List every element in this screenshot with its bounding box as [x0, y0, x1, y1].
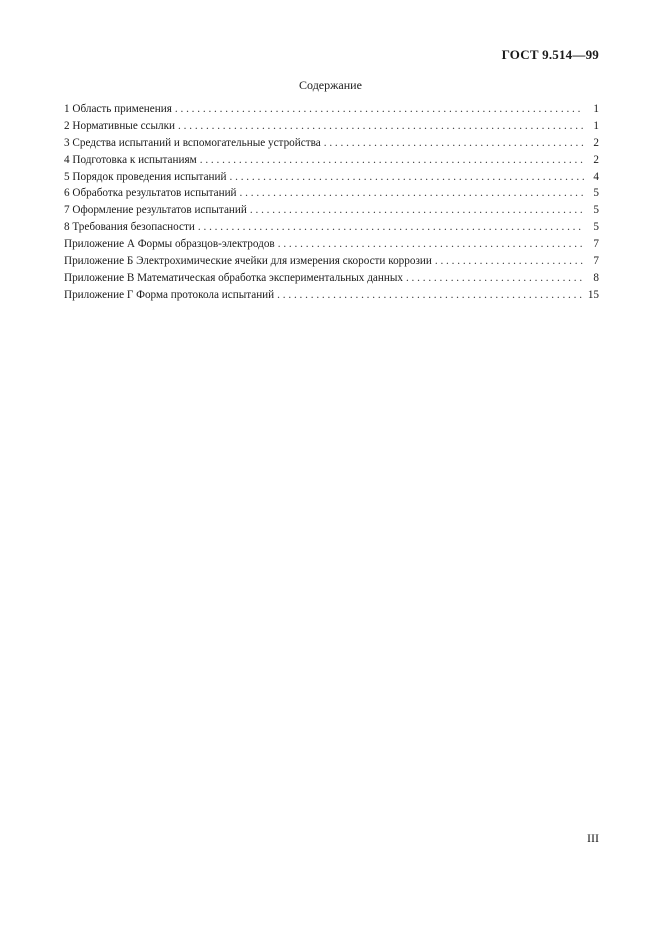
toc-entry-label: 7 Оформление результатов испытаний: [64, 204, 247, 217]
toc-entry: [64, 238, 599, 255]
toc-entry-label: Приложение Г Форма протокола испытаний: [64, 288, 275, 301]
toc-entry-page: 5: [593, 187, 599, 200]
toc-entry-page: 2: [593, 136, 599, 149]
toc-leader-dots: [198, 221, 584, 233]
standard-code: ГОСТ 9.514—99: [501, 47, 599, 62]
toc-leader-dots: [435, 255, 584, 267]
toc-entry-label: 5 Порядок проведения испытаний: [64, 170, 227, 183]
toc-entry: [64, 103, 599, 120]
toc-leader-dots: [278, 238, 584, 250]
toc-entry: [64, 204, 599, 221]
toc-entry-page: 7: [593, 255, 599, 268]
toc-title: Содержание: [299, 78, 362, 92]
toc-entry-page: 15: [587, 288, 599, 301]
toc-entry-label: 8 Требования безопасности: [64, 221, 195, 234]
toc-entry-page: 1: [593, 119, 599, 132]
toc-entry-page: 2: [593, 153, 599, 166]
toc-leader-dots: [175, 103, 584, 115]
toc-leader-dots: [406, 272, 584, 284]
toc-entry: [64, 272, 599, 289]
toc-leader-dots: [240, 187, 584, 199]
toc-leader-dots: [324, 137, 584, 149]
toc-entry-page: 5: [593, 221, 599, 234]
toc-leader-dots: [200, 154, 584, 166]
toc-entry: [64, 187, 599, 204]
toc-leader-dots: [178, 120, 584, 132]
toc-leader-dots: [230, 171, 584, 183]
toc-entry-page: 5: [593, 204, 599, 217]
toc-entry-label: 4 Подготовка к испытаниям: [64, 153, 197, 166]
toc-entry-page: 8: [593, 271, 599, 284]
toc-entry-label: 6 Обработка результатов испытаний: [64, 187, 237, 200]
toc-entry-label: Приложение А Формы образцов-электродов: [64, 238, 275, 251]
table-of-contents: [64, 103, 599, 306]
page-number: III: [587, 831, 599, 845]
toc-leader-dots: [250, 204, 584, 216]
toc-entry: [64, 154, 599, 171]
toc-leader-dots: [277, 289, 584, 301]
toc-entry-label: 1 Область применения: [64, 103, 172, 115]
toc-entry-page: 7: [593, 238, 599, 251]
toc-entry-page: 4: [593, 170, 599, 183]
toc-entry-label: Приложение Б Электрохимические ячейки для измерения скорости коррозии: [64, 255, 432, 268]
toc-entry: [64, 137, 599, 154]
toc-entry-label: Приложение В Математическая обработка экспериментальных данных: [64, 271, 403, 284]
toc-entry: [64, 120, 599, 137]
toc-entry-page: 1: [593, 103, 599, 115]
toc-entry: [64, 221, 599, 238]
document-header: [502, 47, 599, 63]
toc-entry-label: 2 Нормативные ссылки: [64, 119, 176, 132]
toc-entry: [64, 171, 599, 188]
toc-entry: [64, 289, 599, 306]
toc-entry: [64, 255, 599, 272]
toc-entry-label: 3 Средства испытаний и вспомогательные устройства: [64, 136, 321, 149]
